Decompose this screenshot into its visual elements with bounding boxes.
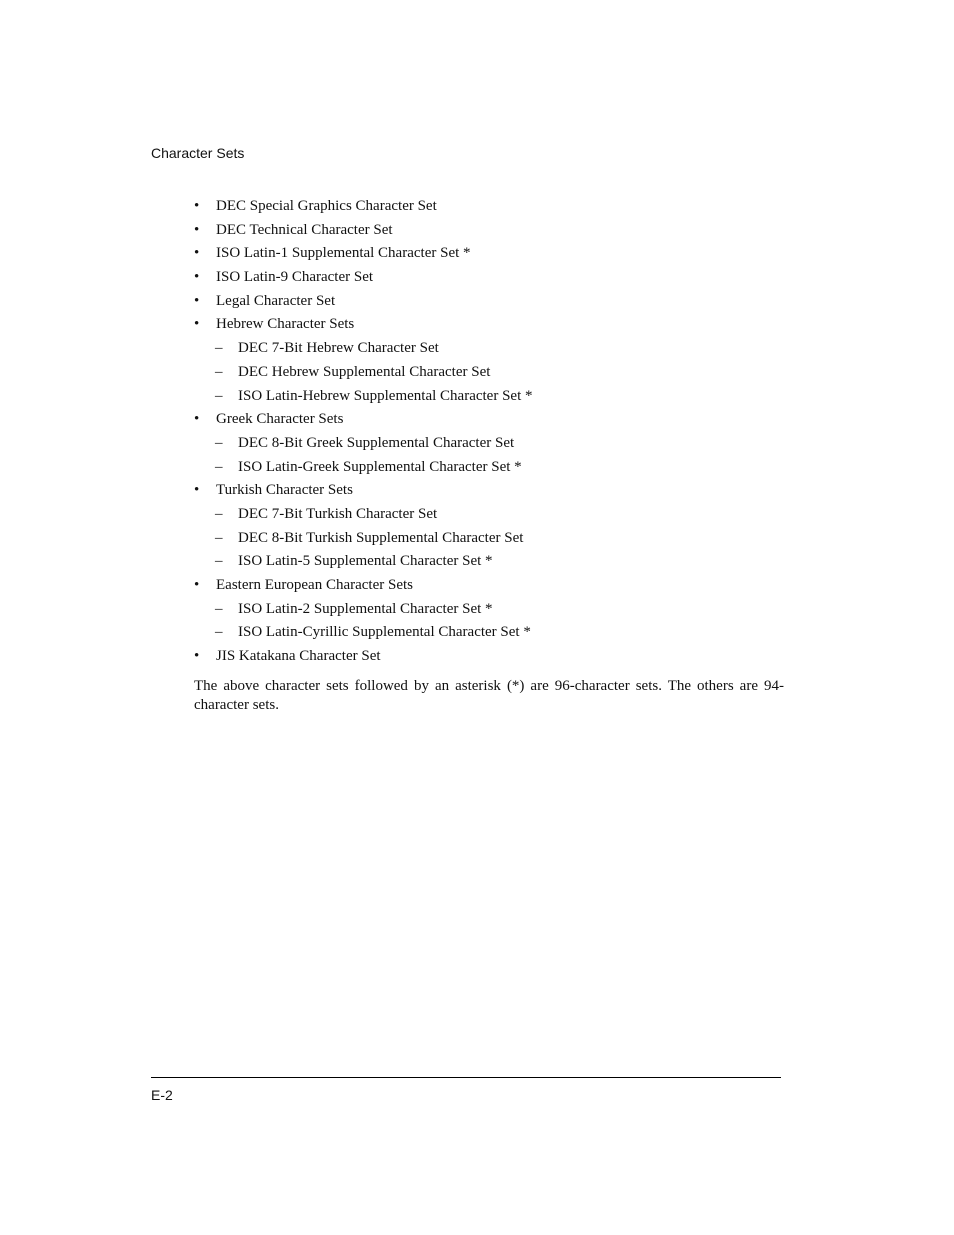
list-item-text: ISO Latin-Cyrillic Supplemental Character Set *: [238, 624, 531, 641]
list-item-text: Greek Character Sets: [216, 411, 344, 428]
list-item: [194, 222, 794, 246]
dash-marker: –: [215, 434, 223, 451]
list-item: [194, 293, 794, 317]
list-item-text: ISO Latin-9 Character Set: [216, 269, 374, 286]
sub-list-item: [194, 459, 794, 483]
list-item-text: DEC 7-Bit Hebrew Character Set: [238, 340, 439, 357]
bullet-marker: •: [194, 316, 200, 333]
bullet-marker: •: [194, 577, 200, 593]
list-item: [194, 316, 794, 340]
dash-marker: –: [215, 340, 223, 357]
dash-marker: –: [215, 553, 223, 570]
bullet-marker: •: [194, 221, 200, 238]
list-item-text: DEC Hebrew Supplemental Character Set: [238, 363, 491, 380]
page-number: E-2: [151, 1087, 173, 1103]
sub-list-item: [194, 388, 794, 412]
sub-list-item: [194, 553, 794, 577]
list-item-text: ISO Latin-5 Supplemental Character Set *: [238, 553, 493, 570]
list-item-text: JIS Katakana Character Set: [216, 648, 381, 665]
list-item-text: ISO Latin-1 Supplemental Character Set *: [216, 245, 471, 262]
list-item-text: DEC 7-Bit Turkish Character Set: [238, 505, 438, 522]
bullet-marker: •: [194, 245, 200, 262]
character-set-list: [194, 198, 794, 672]
note-paragraph: The above character sets followed by an asterisk (*) are 96-character sets. The others are 94-character sets.: [194, 678, 784, 713]
sub-list-item: [194, 364, 794, 388]
list-item: [194, 482, 794, 506]
dash-marker: –: [215, 505, 223, 522]
list-item-text: DEC Special Graphics Character Set: [216, 198, 437, 214]
dash-marker: –: [215, 529, 223, 546]
bullet-marker: •: [194, 482, 200, 499]
list-item-text: Hebrew Character Sets: [216, 316, 355, 333]
bullet-marker: •: [194, 198, 200, 214]
bullet-marker: •: [194, 648, 200, 665]
dash-marker: –: [215, 624, 223, 641]
sub-list-item: [194, 340, 794, 364]
list-item: [194, 411, 794, 435]
list-item-text: DEC Technical Character Set: [216, 221, 393, 238]
sub-list-item: [194, 435, 794, 459]
list-item: [194, 269, 794, 293]
list-item-text: ISO Latin-Greek Supplemental Character Set *: [238, 458, 522, 475]
running-head: Character Sets: [151, 145, 245, 161]
list-item-text: Eastern European Character Sets: [216, 577, 413, 593]
sub-list-item: [194, 601, 794, 625]
bullet-marker: •: [194, 292, 200, 309]
sub-list-item: [194, 530, 794, 554]
bullet-marker: •: [194, 269, 200, 286]
dash-marker: –: [215, 600, 223, 617]
list-item-text: Legal Character Set: [216, 292, 336, 309]
sub-list-item: [194, 624, 794, 648]
list-item-text: ISO Latin-Hebrew Supplemental Character Set *: [238, 387, 533, 404]
list-item-text: DEC 8-Bit Turkish Supplemental Character Set: [238, 529, 524, 546]
sub-list-item: [194, 506, 794, 530]
list-item-text: Turkish Character Sets: [216, 482, 353, 499]
dash-marker: –: [215, 458, 223, 475]
list-item: [194, 245, 794, 269]
dash-marker: –: [215, 387, 223, 404]
list-item-text: DEC 8-Bit Greek Supplemental Character Set: [238, 434, 515, 451]
list-item: [194, 577, 794, 601]
footer-rule: [151, 1077, 781, 1078]
bullet-marker: •: [194, 411, 200, 428]
list-item: [194, 648, 794, 672]
list-item: [194, 198, 794, 222]
list-item-text: ISO Latin-2 Supplemental Character Set *: [238, 600, 493, 617]
dash-marker: –: [215, 363, 223, 380]
